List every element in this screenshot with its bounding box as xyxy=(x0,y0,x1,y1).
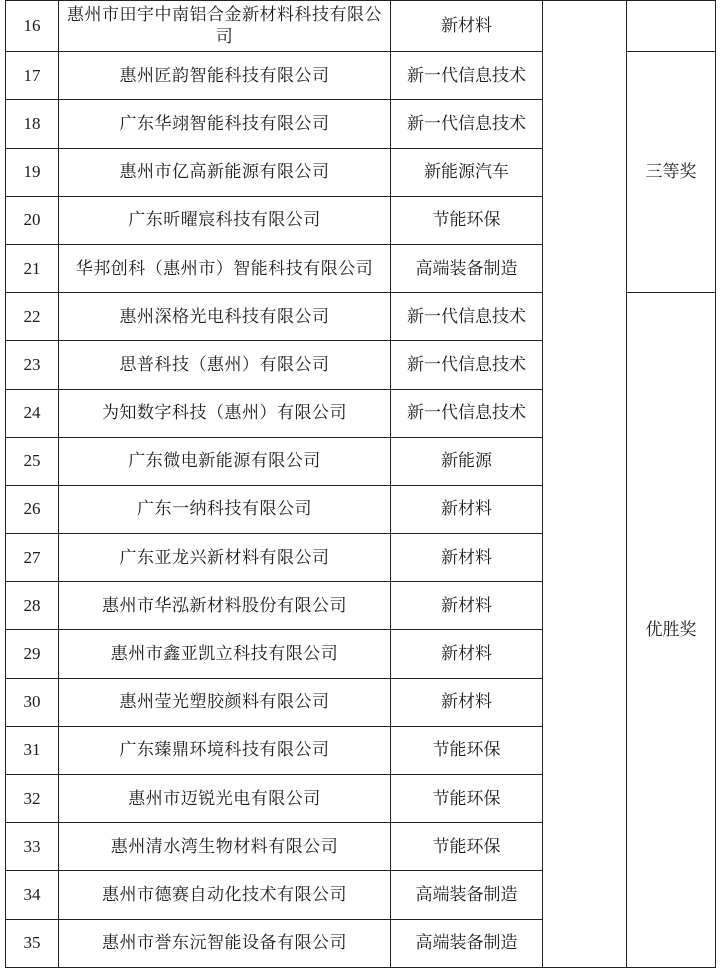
company-name: 惠州深格光电科技有限公司 xyxy=(59,293,391,341)
row-number: 23 xyxy=(6,341,59,389)
industry-field: 新材料 xyxy=(391,485,543,533)
row-number: 21 xyxy=(6,244,59,292)
industry-field: 新材料 xyxy=(391,678,543,726)
row-number: 29 xyxy=(6,630,59,678)
company-name: 惠州市鑫亚凯立科技有限公司 xyxy=(59,630,391,678)
industry-field: 节能环保 xyxy=(391,823,543,871)
company-name: 华邦创科（惠州市）智能科技有限公司 xyxy=(59,244,391,292)
row-number: 18 xyxy=(6,100,59,148)
row-number: 20 xyxy=(6,196,59,244)
row-number: 33 xyxy=(6,823,59,871)
industry-field: 新能源汽车 xyxy=(391,148,543,196)
row-number: 30 xyxy=(6,678,59,726)
industry-field: 新材料 xyxy=(391,1,543,52)
row-number: 16 xyxy=(6,1,59,52)
industry-field: 新一代信息技术 xyxy=(391,341,543,389)
industry-field: 节能环保 xyxy=(391,775,543,823)
row-number: 26 xyxy=(6,485,59,533)
award-table xyxy=(5,0,716,968)
award-cell-previous xyxy=(627,1,716,52)
company-name: 惠州清水湾生物材料有限公司 xyxy=(59,823,391,871)
row-number: 31 xyxy=(6,726,59,774)
row-number: 27 xyxy=(6,534,59,582)
company-name: 广东臻鼎环境科技有限公司 xyxy=(59,726,391,774)
company-name: 广东亚龙兴新材料有限公司 xyxy=(59,534,391,582)
industry-field: 新材料 xyxy=(391,534,543,582)
company-name: 惠州市誉东沅智能设备有限公司 xyxy=(59,919,391,967)
row-number: 22 xyxy=(6,293,59,341)
company-name: 广东华翊智能科技有限公司 xyxy=(59,100,391,148)
company-name: 惠州市德赛自动化技术有限公司 xyxy=(59,871,391,919)
industry-field: 新材料 xyxy=(391,582,543,630)
company-name: 为知数字科技（惠州）有限公司 xyxy=(59,389,391,437)
industry-field: 新一代信息技术 xyxy=(391,100,543,148)
industry-field: 新一代信息技术 xyxy=(391,389,543,437)
company-name: 惠州莹光塑胶颜料有限公司 xyxy=(59,678,391,726)
company-name: 惠州市迈锐光电有限公司 xyxy=(59,775,391,823)
company-name: 惠州市田宇中南铝合金新材料科技有限公司 xyxy=(59,1,391,52)
industry-field: 节能环保 xyxy=(391,196,543,244)
industry-field: 新能源 xyxy=(391,437,543,485)
row-number: 17 xyxy=(6,52,59,100)
row-number: 28 xyxy=(6,582,59,630)
industry-field: 新材料 xyxy=(391,630,543,678)
merged-empty-cell xyxy=(543,1,627,968)
company-name: 思普科技（惠州）有限公司 xyxy=(59,341,391,389)
industry-field: 节能环保 xyxy=(391,726,543,774)
industry-field: 新一代信息技术 xyxy=(391,52,543,100)
company-name: 广东一纳科技有限公司 xyxy=(59,485,391,533)
company-name: 广东微电新能源有限公司 xyxy=(59,437,391,485)
company-name: 惠州市华泓新材料股份有限公司 xyxy=(59,582,391,630)
row-number: 34 xyxy=(6,871,59,919)
company-name: 惠州匠韵智能科技有限公司 xyxy=(59,52,391,100)
industry-field: 高端装备制造 xyxy=(391,871,543,919)
row-number: 25 xyxy=(6,437,59,485)
industry-field: 高端装备制造 xyxy=(391,244,543,292)
row-number: 35 xyxy=(6,919,59,967)
industry-field: 新一代信息技术 xyxy=(391,293,543,341)
industry-field: 高端装备制造 xyxy=(391,919,543,967)
company-name: 广东昕曜宸科技有限公司 xyxy=(59,196,391,244)
row-number: 32 xyxy=(6,775,59,823)
row-number: 19 xyxy=(6,148,59,196)
table-row xyxy=(6,1,716,52)
company-name: 惠州市亿高新能源有限公司 xyxy=(59,148,391,196)
award-third-prize: 三等奖 xyxy=(627,52,716,293)
award-excellence-prize: 优胜奖 xyxy=(627,293,716,968)
row-number: 24 xyxy=(6,389,59,437)
